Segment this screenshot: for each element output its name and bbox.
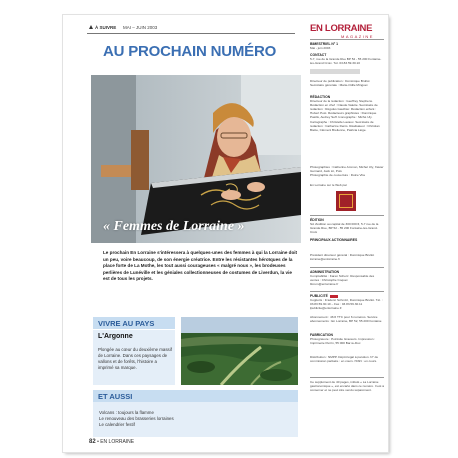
page-title: AU PROCHAIN NUMÉRO (103, 43, 277, 60)
divider (310, 39, 384, 40)
aussi-heading: ET AUSSI (93, 390, 298, 402)
web-block: En Lorraine sur le Web par (310, 183, 347, 187)
page-number: 82 (89, 439, 96, 445)
argonne-aerial-photo (181, 317, 298, 385)
aussi-box (93, 402, 298, 437)
partners-block: PRINCIPAUX ACTIONNAIRES (310, 238, 358, 242)
photo-caption: « Femmes de Lorraine » (103, 219, 245, 234)
header-rule (87, 33, 295, 34)
diffusion-block: Distribution : NMPP. Dépôt légal à parution. N° de commission paritaire : en cours. ISSN : en cours. (310, 355, 379, 364)
embroidery-woman-illustration (91, 75, 301, 243)
contact-block: CONTACT 5-7, rue de la Grande Rue BP 52 - 55 200 Fontaine-les-Grand Croix. Tél. 03.83.59.30.10 (310, 53, 382, 66)
page-footer (89, 439, 134, 445)
magazine-logo-sub: MAGAZINE (341, 34, 374, 39)
page-header (63, 15, 303, 37)
photographers-block: Photographies : Catherine Ammon, Michel Uly, Xavier Guimard, Jack Lit, Pols Photographie de couverture : Dolce Vita (310, 165, 384, 178)
list-item: Le renouveau des brasseries lorraines (99, 416, 174, 422)
fabrication-block: FABRICATION Photogravure : Pointsite Graveurs. Impression : Imprimerie Perrin, 55 000 Bar-le-Duc (310, 333, 376, 346)
vivre-text: Plongée au cœur du deuxième massif de Lorraine. Dans ces paysages de vallons et de forêts, l'histoire a imprimé sa marque. (98, 347, 172, 370)
section-label: À SUIVRE (89, 25, 116, 30)
list-item: Volcans : toujours la flamme (99, 410, 154, 415)
vivre-box (93, 330, 175, 385)
magazine-logo: EN LORRAINE (310, 23, 373, 34)
divider (310, 291, 384, 292)
issue-block: BIMESTRIEL N° 1 Mai - juin 2003 (310, 42, 339, 51)
divider (310, 377, 384, 378)
highlight-bar (310, 69, 360, 74)
redaction-block: RÉDACTION Directeur de la rédaction : Geoffrey Stephens. Rédaction en chef : Claude Valette. Secrétaire de rédaction : Régulus Gauthier. Rédaction enfant : Hubert Post. Rédacteurs graphistes : Dominique Pasilis, Audrey Seff. Iconographe : Miché Uly. Cartographe : Christelle Lavaux. Secrétaire de rédaction : Catherine Denis. Réalisateur : Christian Biette, Clément Brelienne, Patricia Liège. (310, 95, 380, 132)
admin-block: ADMINISTRATION Comptabilité : Karen Scherz. Responsable des ventes : Christophe Coquet lforum@enlorraine.fr (310, 270, 375, 287)
feature-photo (91, 75, 301, 243)
issue-date: MAI – JUIN 2003 (123, 25, 158, 30)
vivre-subheading: L'Argonne (98, 333, 133, 340)
divider (310, 215, 384, 216)
triangle-icon (89, 25, 93, 29)
president-block: Président directeur général : Dominique Brullot lorraine@enlorraine.fr (310, 253, 375, 262)
masthead-sidebar (309, 15, 388, 452)
director-block: Directeur de publication : Dominique Brullot Secrétaire générale : Marie-Odile Minguet (310, 79, 370, 88)
forest-landscape-illustration (181, 317, 298, 385)
feature-intro: Le prochain En Lorraine s'intéressera à quelques-unes des femmes à qui la Lorraine doit un peu, voire beaucoup, de son énergie créatrice. Entre les résistantes héroïques de la place forte de La Mothe, les tout aussi courageuses « malgré nous », les brodeuses perlières de Lunéville et les géniales collectionneuses de costumes de Liverdun, la vie est de tous les projets. (103, 250, 298, 282)
abonnement-block: Abonnement : 46 € TTC pour 6 numéros. Service abonnements : En Lorraine, BP 52, 55 200 Fontaine (310, 315, 382, 324)
partner-logo-icon (336, 191, 356, 211)
list-item: Le calendrier festif (99, 422, 135, 428)
pub-block: PUBLICITÉ Cogitoris : Frédéric Schmitz, Dominique Brullot. Tél. : 03.83.59.30.10 – Fax : 03.83.59.30.11 lpublicite@enlorraine.fr (310, 294, 383, 311)
vivre-heading: VIVRE AU PAYS (93, 317, 175, 329)
footer-magazine: • EN LORRAINE (97, 439, 135, 445)
magazine-page (63, 15, 388, 452)
edition-block: ÉDITION SA d'édition au capital de 300 000 €, 5-7 rue de la Grande Rue, BP 52 - 55 200 Fontaine-les-Grand-Croix (310, 218, 379, 235)
aussi-list (99, 410, 174, 429)
divider (310, 267, 384, 268)
note-block: Ce supplément de 40 pages, intitulé « La Lorraine gastronomique », est encarté dans ce numéro. Il est à conserver et ne peut être vendu séparément. (310, 380, 384, 393)
